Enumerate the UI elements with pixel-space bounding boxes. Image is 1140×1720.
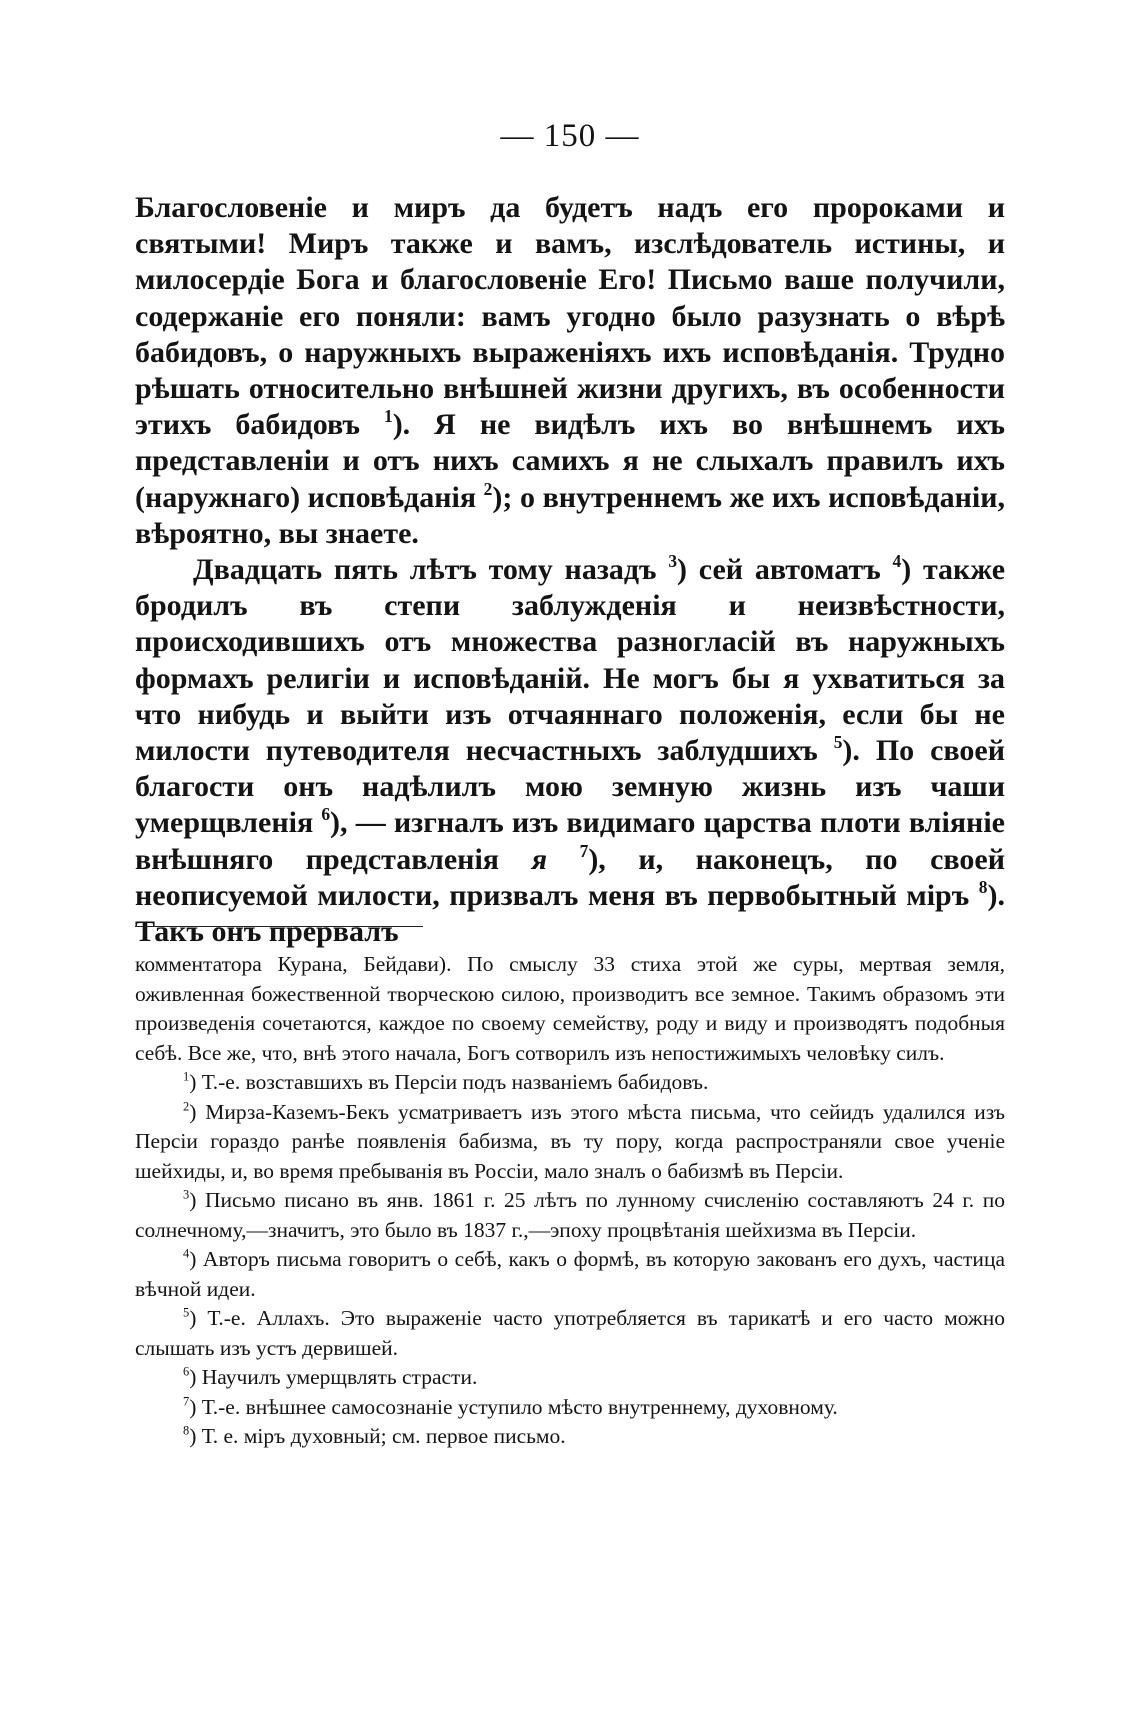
footnote-1 xyxy=(135,1068,1005,1098)
footnote-num: 5 xyxy=(183,1305,190,1320)
paragraph-2-text-d: ). По своей благости онъ надѣлилъ мою земную жизнь изъ чаши умерщвленія xyxy=(135,734,1005,840)
footnote-5 xyxy=(135,1304,1005,1363)
footnote-text: ) Т. е. міръ духовный; см. первое письмо. xyxy=(189,1424,566,1448)
footnote-num: 2 xyxy=(183,1098,190,1113)
footnote-2 xyxy=(135,1098,1005,1187)
footnote-text: ) Письмо писано въ янв. 1861 г. 25 лѣтъ по лунному счисленію составляютъ 24 г. по солнечному,—значитъ, это было въ 1837 г.,—эпоху процвѣтанія шейхизма въ Персіи. xyxy=(135,1188,1005,1242)
footnote-num: 4 xyxy=(183,1246,190,1261)
footnote-text: ) Авторъ письма говоритъ о себѣ, какъ о формѣ, въ которую закованъ его духъ, частица вѣчной идеи. xyxy=(135,1247,1005,1301)
paragraph-1-text-c: ); о внутреннемъ же ихъ исповѣданіи, вѣроятно, вы знаете. xyxy=(135,480,1006,550)
footnote-num: 6 xyxy=(183,1364,190,1379)
paragraph-1-text-a: Благословеніе и миръ да будетъ надъ его пророками и святыми! Миръ также и вамъ, изслѣдователь истины, и милосердіе Бога и благословеніе Его! Письмо ваше получили, содержаніе его поняли: вамъ угодно было разузнать о вѣрѣ бабидовъ, о наружныхъ выраженіяхъ ихъ исповѣданія. Трудно рѣшать относительно внѣшней жизни другихъ, въ особенности этихъ бабидовъ xyxy=(135,191,1005,442)
footnote-ref-1[interactable]: 1 xyxy=(383,406,393,427)
footnote-ref-7[interactable]: 7 xyxy=(579,840,589,861)
footnote-3 xyxy=(135,1186,1005,1245)
footnote-num: 7 xyxy=(183,1393,190,1408)
footnote-6 xyxy=(135,1363,1005,1393)
footnote-text: ) Т.-е. Аллахъ. Это выраженіе часто употребляется въ тарикатѣ и его часто можно слышать изъ устъ дервишей. xyxy=(135,1306,1005,1360)
italic-ya: я xyxy=(531,842,548,876)
paragraph-1 xyxy=(135,190,1005,552)
footnote-text: ) Мирза-Каземъ-Бекъ усматриваетъ изъ этого мѣста письма, что сейидъ удалился изъ Персіи гораздо ранѣе появленія бабизма, въ ту пору, когда распространяли свое ученіе шейхиды, и, во время пребыванія въ Россіи, мало зналъ о бабизмѣ въ Персіи. xyxy=(135,1099,1005,1183)
paragraph-2 xyxy=(135,552,1005,950)
footnote-4 xyxy=(135,1245,1005,1304)
footnote-text: ) Т.-е. внѣшнее самосознаніе уступило мѣсто внутреннему, духовному. xyxy=(189,1394,838,1419)
footnote-ref-4[interactable]: 4 xyxy=(892,550,902,571)
footnote-text: ) Т.-е. возставшихъ въ Персіи подъ названіемъ бабидовъ. xyxy=(189,1070,709,1094)
footnote-divider xyxy=(135,926,423,927)
footnote-ref-8[interactable]: 8 xyxy=(978,876,988,897)
footnote-ref-3[interactable]: 3 xyxy=(668,550,678,571)
footnote-ref-5[interactable]: 5 xyxy=(833,731,843,752)
paragraph-2-text-c: ) также бродилъ въ степи заблужденія и неизвѣстности, происходившихъ отъ множества разногласій въ наружныхъ формахъ религіи и исповѣданій. Не могъ бы я ухватиться за что нибудь и выйти изъ отчаяннаго положенія, если бы не милости путеводителя несчастныхъ заблудшихъ xyxy=(135,553,1006,768)
footnote-ref-2[interactable]: 2 xyxy=(483,478,493,499)
footnote-8 xyxy=(135,1422,1005,1452)
footnote-num: 3 xyxy=(183,1187,190,1202)
paragraph-2-text-f: ), и, наконецъ, по своей неописуемой милости, призвалъ меня въ первобытный міръ xyxy=(135,842,1006,912)
paragraph-2-text-g: ). Такъ онъ прервалъ xyxy=(135,878,1005,949)
footnotes xyxy=(135,950,1005,1452)
page-number: — 150 — xyxy=(500,118,640,154)
footnote-ref-6[interactable]: 6 xyxy=(321,804,331,825)
footnote-7 xyxy=(135,1393,1005,1423)
paragraph-2-text-b: ) сей автоматъ xyxy=(677,553,881,587)
footnote-num: 8 xyxy=(183,1423,190,1438)
paragraph-1-text-b: ). Я не видѣлъ ихъ во внѣшнемъ ихъ представленіи и отъ нихъ самихъ я не слыхалъ правилъ ихъ (наружнаго) исповѣданія xyxy=(135,408,1005,514)
footnote-num: 1 xyxy=(183,1069,190,1084)
paragraph-2-text-e: ), — изгналъ изъ видимаго царства плоти вліяніе внѣшняго представленія xyxy=(135,806,1005,876)
footnote-text: ) Научилъ умерщвлять страсти. xyxy=(189,1365,478,1389)
footnote-continuation: комментатора Курана, Бейдави). По смыслу 33 стиха этой же суры, мертвая земля, оживленная божественной творческою силою, производитъ все земное. Такимъ образомъ эти произведенія сочетаются, каждое по своему семейству, роду и виду и производятъ подобныя себѣ. Все же, что, внѣ этого начала, Богъ сотворилъ изъ непостижимыхъ человѣку силъ. xyxy=(135,952,1005,1065)
main-text xyxy=(135,190,1005,950)
paragraph-2-text-a: Двадцать пять лѣтъ тому назадъ xyxy=(193,553,657,587)
